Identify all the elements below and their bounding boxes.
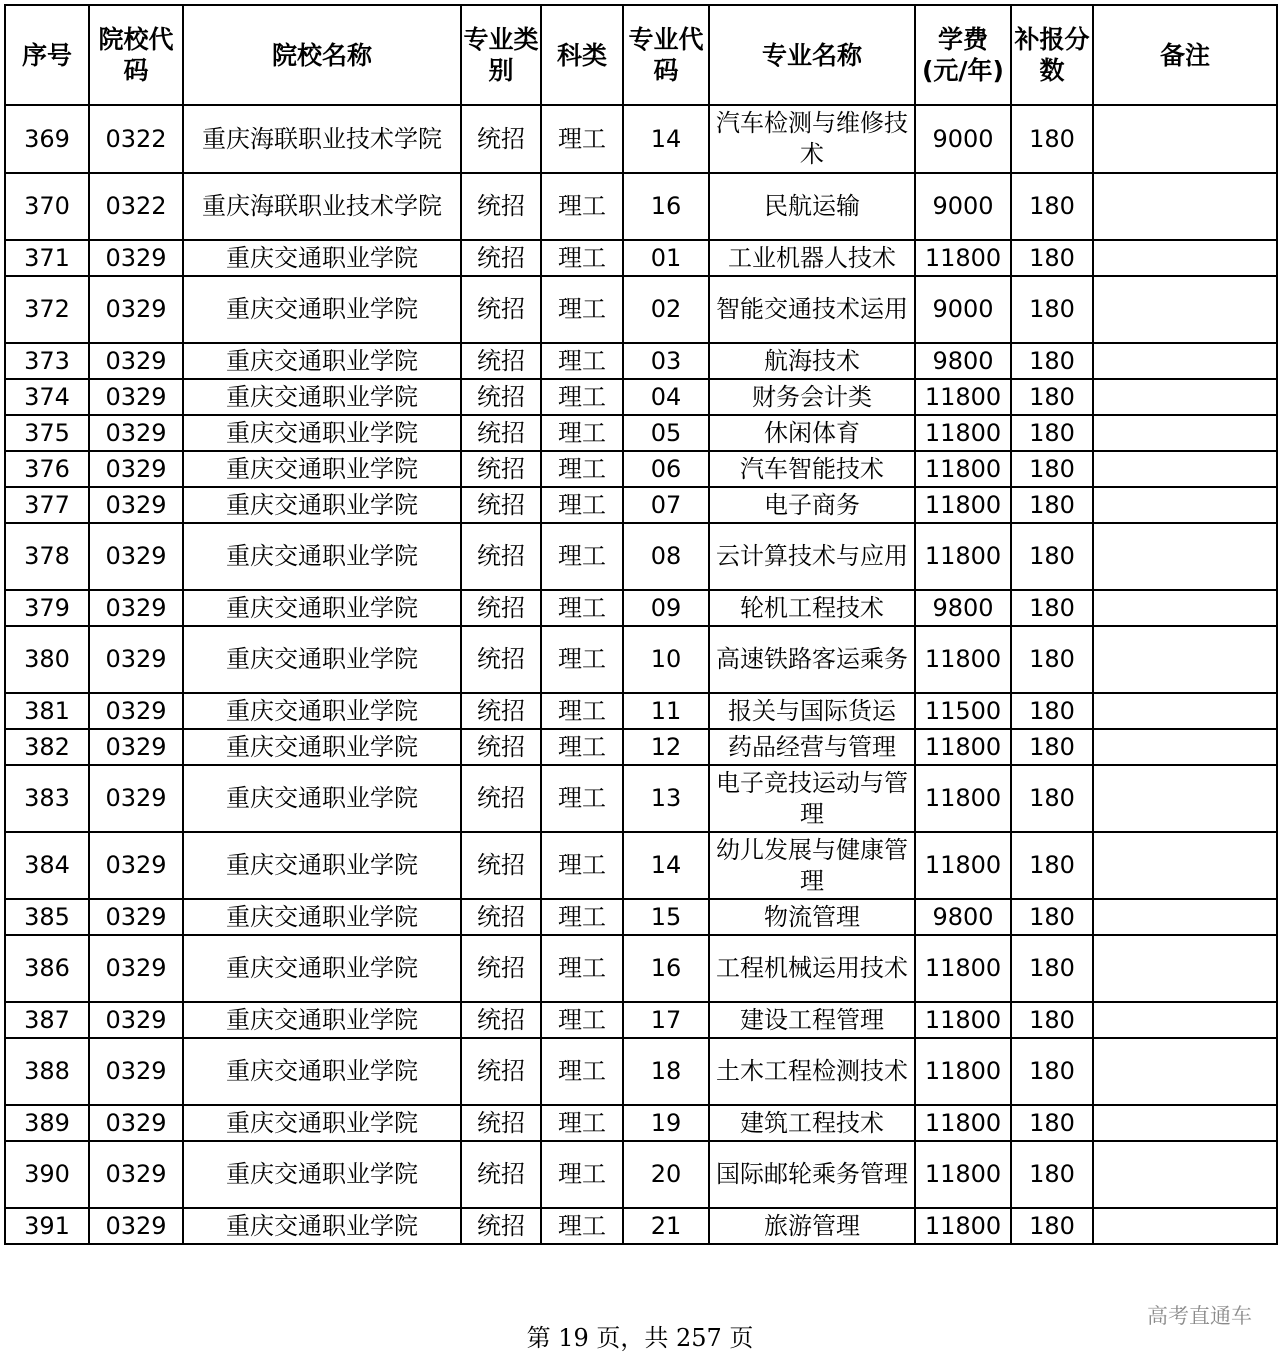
cell-seq: 378 (5, 523, 89, 590)
cell-school-code: 0329 (89, 1038, 183, 1105)
header-school-name: 院校名称 (183, 5, 461, 105)
table-row (5, 590, 1277, 626)
cell-major-code: 18 (623, 1038, 709, 1105)
table-row (5, 1002, 1277, 1038)
cell-remarks (1093, 105, 1277, 173)
cell-school-code: 0329 (89, 487, 183, 523)
cell-score: 180 (1011, 626, 1093, 693)
cell-major-category: 统招 (461, 415, 541, 451)
cell-remarks (1093, 1105, 1277, 1141)
cell-major-code: 10 (623, 626, 709, 693)
cell-school-name: 重庆交通职业学院 (183, 1208, 461, 1244)
cell-school-code: 0329 (89, 626, 183, 693)
cell-major-code: 15 (623, 899, 709, 935)
cell-remarks (1093, 1002, 1277, 1038)
table-row (5, 935, 1277, 1002)
cell-major-name: 药品经营与管理 (709, 729, 915, 765)
cell-school-code: 0322 (89, 105, 183, 173)
table-row (5, 379, 1277, 415)
cell-major-code: 11 (623, 693, 709, 729)
cell-tuition: 9000 (915, 276, 1011, 343)
cell-score: 180 (1011, 1141, 1093, 1208)
cell-major-category: 统招 (461, 523, 541, 590)
cell-remarks (1093, 487, 1277, 523)
cell-major-category: 统招 (461, 590, 541, 626)
cell-school-name: 重庆交通职业学院 (183, 765, 461, 832)
cell-school-code: 0329 (89, 1105, 183, 1141)
cell-major-code: 03 (623, 343, 709, 379)
cell-seq: 372 (5, 276, 89, 343)
cell-subject-type: 理工 (541, 729, 623, 765)
cell-tuition: 11800 (915, 523, 1011, 590)
header-remarks: 备注 (1093, 5, 1277, 105)
cell-remarks (1093, 1208, 1277, 1244)
cell-school-name: 重庆海联职业技术学院 (183, 173, 461, 240)
cell-major-category: 统招 (461, 451, 541, 487)
table-row (5, 451, 1277, 487)
cell-score: 180 (1011, 832, 1093, 899)
table-row (5, 105, 1277, 173)
cell-score: 180 (1011, 276, 1093, 343)
cell-subject-type: 理工 (541, 173, 623, 240)
cell-school-name: 重庆交通职业学院 (183, 729, 461, 765)
cell-school-name: 重庆交通职业学院 (183, 832, 461, 899)
cell-tuition: 9000 (915, 105, 1011, 173)
cell-seq: 384 (5, 832, 89, 899)
cell-seq: 377 (5, 487, 89, 523)
header-seq: 序号 (5, 5, 89, 105)
header-school-code: 院校代码 (89, 5, 183, 105)
cell-tuition: 11800 (915, 935, 1011, 1002)
cell-school-name: 重庆交通职业学院 (183, 935, 461, 1002)
cell-major-category: 统招 (461, 1141, 541, 1208)
cell-major-name: 电子竞技运动与管理 (709, 765, 915, 832)
cell-score: 180 (1011, 693, 1093, 729)
cell-subject-type: 理工 (541, 415, 623, 451)
cell-school-name: 重庆交通职业学院 (183, 343, 461, 379)
table-row (5, 173, 1277, 240)
cell-school-name: 重庆交通职业学院 (183, 693, 461, 729)
cell-major-name: 云计算技术与应用 (709, 523, 915, 590)
table-row (5, 1038, 1277, 1105)
cell-subject-type: 理工 (541, 1141, 623, 1208)
cell-seq: 382 (5, 729, 89, 765)
cell-major-code: 02 (623, 276, 709, 343)
cell-major-name: 建设工程管理 (709, 1002, 915, 1038)
cell-school-code: 0329 (89, 240, 183, 276)
cell-school-code: 0329 (89, 379, 183, 415)
cell-seq: 388 (5, 1038, 89, 1105)
cell-school-code: 0322 (89, 173, 183, 240)
cell-major-category: 统招 (461, 1105, 541, 1141)
cell-major-name: 工程机械运用技术 (709, 935, 915, 1002)
cell-subject-type: 理工 (541, 832, 623, 899)
cell-subject-type: 理工 (541, 523, 623, 590)
table-row (5, 765, 1277, 832)
cell-major-category: 统招 (461, 1002, 541, 1038)
table-row (5, 626, 1277, 693)
cell-major-code: 09 (623, 590, 709, 626)
cell-score: 180 (1011, 343, 1093, 379)
cell-major-category: 统招 (461, 1208, 541, 1244)
cell-major-code: 17 (623, 1002, 709, 1038)
cell-major-name: 工业机器人技术 (709, 240, 915, 276)
table-row (5, 415, 1277, 451)
cell-school-code: 0329 (89, 451, 183, 487)
cell-school-code: 0329 (89, 523, 183, 590)
cell-score: 180 (1011, 173, 1093, 240)
cell-major-code: 14 (623, 105, 709, 173)
cell-school-name: 重庆交通职业学院 (183, 899, 461, 935)
cell-tuition: 9800 (915, 899, 1011, 935)
cell-score: 180 (1011, 451, 1093, 487)
cell-major-name: 汽车检测与维修技术 (709, 105, 915, 173)
table-row (5, 693, 1277, 729)
cell-major-category: 统招 (461, 832, 541, 899)
cell-score: 180 (1011, 1002, 1093, 1038)
cell-tuition: 11500 (915, 693, 1011, 729)
cell-school-code: 0329 (89, 1208, 183, 1244)
cell-subject-type: 理工 (541, 1002, 623, 1038)
cell-major-category: 统招 (461, 729, 541, 765)
cell-subject-type: 理工 (541, 626, 623, 693)
cell-seq: 371 (5, 240, 89, 276)
cell-tuition: 9800 (915, 590, 1011, 626)
cell-major-code: 13 (623, 765, 709, 832)
cell-tuition: 11800 (915, 1208, 1011, 1244)
cell-school-name: 重庆交通职业学院 (183, 1002, 461, 1038)
cell-school-code: 0329 (89, 1141, 183, 1208)
table-row (5, 729, 1277, 765)
cell-seq: 386 (5, 935, 89, 1002)
cell-remarks (1093, 935, 1277, 1002)
cell-score: 180 (1011, 935, 1093, 1002)
cell-tuition: 11800 (915, 1105, 1011, 1141)
header-score: 补报分数 (1011, 5, 1093, 105)
cell-major-name: 航海技术 (709, 343, 915, 379)
cell-major-name: 土木工程检测技术 (709, 1038, 915, 1105)
cell-score: 180 (1011, 590, 1093, 626)
cell-remarks (1093, 1038, 1277, 1105)
cell-major-category: 统招 (461, 765, 541, 832)
cell-seq: 374 (5, 379, 89, 415)
header-major-name: 专业名称 (709, 5, 915, 105)
cell-tuition: 11800 (915, 729, 1011, 765)
cell-tuition: 11800 (915, 487, 1011, 523)
cell-tuition: 11800 (915, 451, 1011, 487)
cell-major-code: 01 (623, 240, 709, 276)
cell-school-name: 重庆交通职业学院 (183, 1105, 461, 1141)
cell-major-name: 民航运输 (709, 173, 915, 240)
cell-seq: 385 (5, 899, 89, 935)
cell-tuition: 11800 (915, 1038, 1011, 1105)
cell-major-code: 19 (623, 1105, 709, 1141)
cell-subject-type: 理工 (541, 1038, 623, 1105)
cell-major-code: 21 (623, 1208, 709, 1244)
cell-major-name: 国际邮轮乘务管理 (709, 1141, 915, 1208)
cell-major-category: 统招 (461, 693, 541, 729)
cell-subject-type: 理工 (541, 240, 623, 276)
cell-major-category: 统招 (461, 240, 541, 276)
cell-major-category: 统招 (461, 626, 541, 693)
cell-school-code: 0329 (89, 899, 183, 935)
cell-score: 180 (1011, 1208, 1093, 1244)
cell-subject-type: 理工 (541, 899, 623, 935)
cell-score: 180 (1011, 523, 1093, 590)
table-row (5, 832, 1277, 899)
cell-school-name: 重庆交通职业学院 (183, 590, 461, 626)
page-footer: 第 19 页，共 257 页 (526, 1324, 754, 1352)
cell-major-name: 轮机工程技术 (709, 590, 915, 626)
cell-score: 180 (1011, 240, 1093, 276)
cell-school-code: 0329 (89, 935, 183, 1002)
watermark: 高考直通车 (1147, 1304, 1252, 1328)
cell-seq: 390 (5, 1141, 89, 1208)
cell-seq: 369 (5, 105, 89, 173)
table-row (5, 240, 1277, 276)
cell-major-code: 14 (623, 832, 709, 899)
cell-score: 180 (1011, 379, 1093, 415)
cell-major-category: 统招 (461, 379, 541, 415)
cell-major-code: 16 (623, 173, 709, 240)
cell-remarks (1093, 729, 1277, 765)
cell-major-category: 统招 (461, 1038, 541, 1105)
table-row (5, 276, 1277, 343)
cell-school-code: 0329 (89, 693, 183, 729)
cell-major-code: 06 (623, 451, 709, 487)
cell-major-category: 统招 (461, 343, 541, 379)
cell-seq: 380 (5, 626, 89, 693)
header-subject-type: 科类 (541, 5, 623, 105)
table-row (5, 343, 1277, 379)
cell-major-name: 财务会计类 (709, 379, 915, 415)
cell-major-code: 04 (623, 379, 709, 415)
cell-major-category: 统招 (461, 487, 541, 523)
cell-major-category: 统招 (461, 899, 541, 935)
cell-seq: 373 (5, 343, 89, 379)
cell-school-code: 0329 (89, 765, 183, 832)
cell-major-name: 电子商务 (709, 487, 915, 523)
cell-major-name: 物流管理 (709, 899, 915, 935)
cell-seq: 381 (5, 693, 89, 729)
cell-subject-type: 理工 (541, 276, 623, 343)
cell-school-name: 重庆海联职业技术学院 (183, 105, 461, 173)
cell-score: 180 (1011, 899, 1093, 935)
cell-tuition: 9000 (915, 173, 1011, 240)
cell-school-code: 0329 (89, 276, 183, 343)
cell-tuition: 11800 (915, 379, 1011, 415)
cell-school-name: 重庆交通职业学院 (183, 276, 461, 343)
table-row (5, 1105, 1277, 1141)
header-major-code: 专业代码 (623, 5, 709, 105)
cell-major-name: 休闲体育 (709, 415, 915, 451)
cell-subject-type: 理工 (541, 105, 623, 173)
cell-major-code: 20 (623, 1141, 709, 1208)
table-row (5, 1208, 1277, 1244)
cell-subject-type: 理工 (541, 379, 623, 415)
cell-major-name: 智能交通技术运用 (709, 276, 915, 343)
cell-tuition: 11800 (915, 832, 1011, 899)
cell-seq: 376 (5, 451, 89, 487)
cell-subject-type: 理工 (541, 590, 623, 626)
cell-score: 180 (1011, 1105, 1093, 1141)
cell-remarks (1093, 240, 1277, 276)
cell-score: 180 (1011, 729, 1093, 765)
cell-major-category: 统招 (461, 276, 541, 343)
cell-major-name: 汽车智能技术 (709, 451, 915, 487)
cell-seq: 389 (5, 1105, 89, 1141)
cell-seq: 387 (5, 1002, 89, 1038)
cell-subject-type: 理工 (541, 765, 623, 832)
cell-school-code: 0329 (89, 832, 183, 899)
cell-school-code: 0329 (89, 729, 183, 765)
cell-school-name: 重庆交通职业学院 (183, 523, 461, 590)
cell-remarks (1093, 523, 1277, 590)
cell-school-name: 重庆交通职业学院 (183, 1038, 461, 1105)
cell-remarks (1093, 173, 1277, 240)
cell-seq: 379 (5, 590, 89, 626)
cell-tuition: 11800 (915, 1002, 1011, 1038)
cell-school-name: 重庆交通职业学院 (183, 626, 461, 693)
cell-remarks (1093, 832, 1277, 899)
table-row (5, 523, 1277, 590)
cell-subject-type: 理工 (541, 343, 623, 379)
cell-major-code: 07 (623, 487, 709, 523)
cell-subject-type: 理工 (541, 1105, 623, 1141)
cell-seq: 391 (5, 1208, 89, 1244)
cell-school-name: 重庆交通职业学院 (183, 1141, 461, 1208)
cell-tuition: 11800 (915, 626, 1011, 693)
cell-remarks (1093, 626, 1277, 693)
cell-school-code: 0329 (89, 415, 183, 451)
cell-major-name: 幼儿发展与健康管理 (709, 832, 915, 899)
cell-subject-type: 理工 (541, 1208, 623, 1244)
cell-school-name: 重庆交通职业学院 (183, 240, 461, 276)
cell-subject-type: 理工 (541, 693, 623, 729)
cell-major-name: 报关与国际货运 (709, 693, 915, 729)
cell-seq: 375 (5, 415, 89, 451)
cell-remarks (1093, 276, 1277, 343)
cell-major-name: 旅游管理 (709, 1208, 915, 1244)
cell-tuition: 11800 (915, 240, 1011, 276)
header-tuition: 学费(元/年) (915, 5, 1011, 105)
cell-remarks (1093, 693, 1277, 729)
cell-remarks (1093, 415, 1277, 451)
cell-school-code: 0329 (89, 590, 183, 626)
cell-school-name: 重庆交通职业学院 (183, 451, 461, 487)
cell-tuition: 11800 (915, 1141, 1011, 1208)
cell-score: 180 (1011, 765, 1093, 832)
cell-major-category: 统招 (461, 173, 541, 240)
cell-subject-type: 理工 (541, 451, 623, 487)
cell-major-code: 08 (623, 523, 709, 590)
cell-major-category: 统招 (461, 105, 541, 173)
cell-school-name: 重庆交通职业学院 (183, 487, 461, 523)
cell-remarks (1093, 379, 1277, 415)
cell-school-name: 重庆交通职业学院 (183, 379, 461, 415)
cell-seq: 370 (5, 173, 89, 240)
admissions-table (4, 4, 1278, 1245)
cell-score: 180 (1011, 1038, 1093, 1105)
cell-major-code: 16 (623, 935, 709, 1002)
table-row (5, 899, 1277, 935)
cell-subject-type: 理工 (541, 935, 623, 1002)
cell-major-category: 统招 (461, 935, 541, 1002)
cell-major-name: 建筑工程技术 (709, 1105, 915, 1141)
cell-seq: 383 (5, 765, 89, 832)
cell-remarks (1093, 899, 1277, 935)
header-row (5, 5, 1277, 105)
table-row (5, 487, 1277, 523)
table-row (5, 1141, 1277, 1208)
cell-score: 180 (1011, 415, 1093, 451)
cell-major-code: 12 (623, 729, 709, 765)
cell-tuition: 11800 (915, 415, 1011, 451)
cell-remarks (1093, 451, 1277, 487)
cell-remarks (1093, 590, 1277, 626)
document-sheet (4, 4, 1278, 1245)
cell-remarks (1093, 765, 1277, 832)
cell-major-code: 05 (623, 415, 709, 451)
cell-school-code: 0329 (89, 1002, 183, 1038)
cell-remarks (1093, 343, 1277, 379)
cell-major-name: 高速铁路客运乘务 (709, 626, 915, 693)
cell-tuition: 9800 (915, 343, 1011, 379)
cell-subject-type: 理工 (541, 487, 623, 523)
header-major-category: 专业类别 (461, 5, 541, 105)
cell-remarks (1093, 1141, 1277, 1208)
cell-score: 180 (1011, 105, 1093, 173)
cell-tuition: 11800 (915, 765, 1011, 832)
cell-score: 180 (1011, 487, 1093, 523)
cell-school-name: 重庆交通职业学院 (183, 415, 461, 451)
cell-school-code: 0329 (89, 343, 183, 379)
